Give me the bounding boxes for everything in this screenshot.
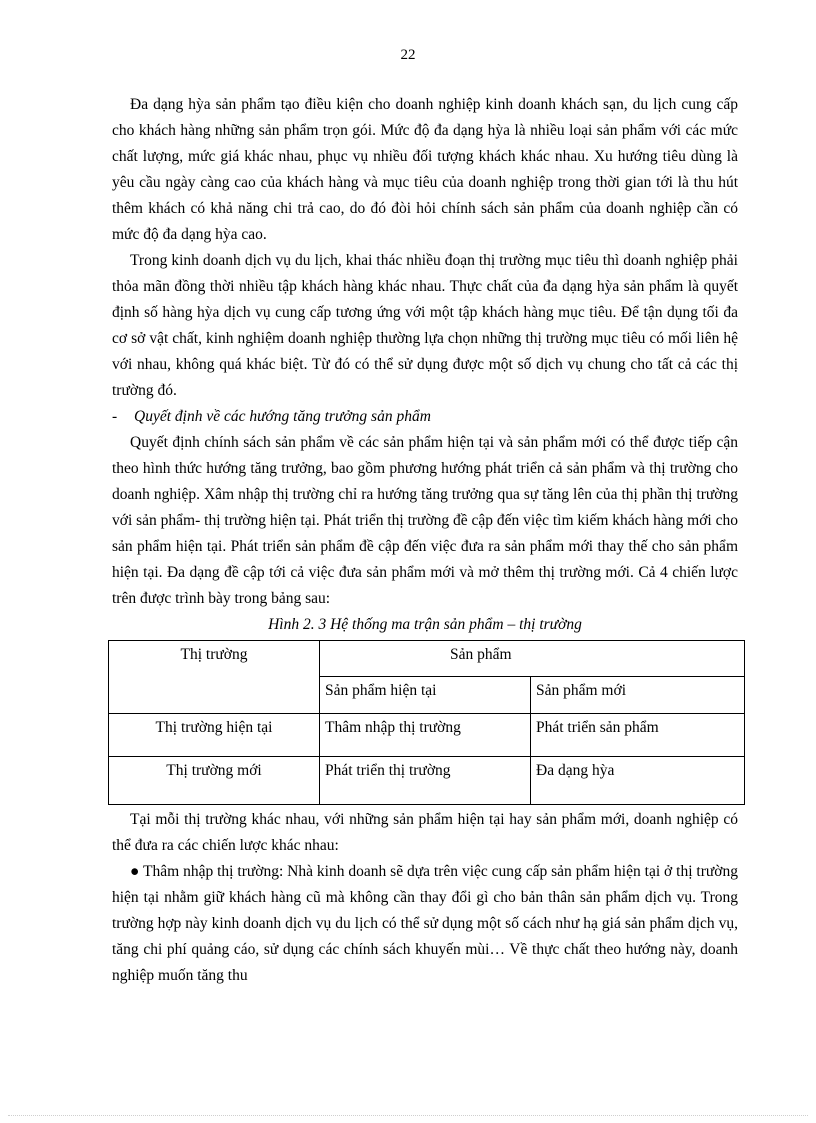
page-bottom-rule (8, 1115, 808, 1116)
figure-caption: Hình 2. 3 Hệ thống ma trận sản phẩm – thị trường (268, 616, 582, 633)
current-product-header: Sản phẩm hiện tại (320, 677, 531, 714)
paragraph-market-segments: Trong kinh doanh dịch vụ du lịch, khai thác nhiều đoạn thị trường mục tiêu thì doanh nghiệp phải thỏa mãn đồng thời nhiều tập khách hàng khác nhau. Thực chất của đa dạng hỳa sản phẩm là quyết định số hàng hỳa dịch vụ cung cấp tương ứng với một tập khách hàng mục tiêu. Để tận dụng tối đa cơ sở vật chất, kinh nghiệm doanh nghiệp thường lựa chọn những thị trường mục tiêu có mối liên hệ với nhau, không quá khác biệt. Từ đó có thể sử dụng được một số dịch vụ chung cho tất cả các thị trường đó. (112, 252, 738, 399)
bullet-market-penetration: ● Thâm nhập thị trường: Nhà kinh doanh sẽ dựa trên việc cung cấp sản phẩm hiện tại ở thị trường hiện tại nhằm giữ khách hàng cũ mà không cần thay đổi gì cho bản thân sản phẩm dịch vụ. Trong trường hợp này kinh doanh dịch vụ du lịch có thể sử dụng một số cách như hạ giá sản phẩm dịch vụ, tăng chi phí quảng cáo, sử dụng các chính sách khuyến mùi… Về thực chất theo hướng này, doanh nghiệp muốn tăng thu (112, 863, 738, 984)
row-new-market: Thị trường mới (109, 757, 320, 805)
product-header-cell: Sản phẩm (320, 641, 745, 677)
cell-diversification: Đa dạng hỳa (531, 757, 745, 805)
heading-text: Quyết định về các hướng tăng trưởng sản phẩm (134, 408, 431, 425)
row-current-market: Thị trường hiện tại (109, 714, 320, 757)
paragraph-growth-directions: Quyết định chính sách sản phẩm về các sản phẩm hiện tại và sản phẩm mới có thể được tiếp cận theo hình thức hướng tăng trưởng, bao gồm phương hướng phát triển cả sản phẩm và thị trường cho doanh nghiệp. Xâm nhập thị trường chỉ ra hướng tăng trưởng qua sự tăng lên của thị phần thị trường với sản phẩm- thị trường hiện tại. Phát triển thị trường đề cập đến việc tìm kiếm khách hàng mới cho sản phẩm hiện tại. Phát triển sản phẩm đề cập đến việc đưa ra sản phẩm mới thay thế cho sản phẩm hiện tại. Đa dạng đề cập tới cả việc đưa sản phẩm mới và mở thêm thị trường mới. Cả 4 chiến lược trên được trình bày trong bảng sau: (112, 434, 738, 607)
heading-dash: - (112, 408, 118, 425)
cell-penetration: Thâm nhập thị trường (320, 714, 531, 757)
product-market-matrix (108, 640, 745, 805)
section-heading (112, 404, 738, 430)
market-header-cell: Thị trường (109, 641, 320, 714)
new-product-header: Sản phẩm mới (531, 677, 745, 714)
paragraph-strategies-intro: Tại mỗi thị trường khác nhau, với những sản phẩm hiện tại hay sản phẩm mới, doanh nghiệp có thể đưa ra các chiến lược khác nhau: (112, 811, 738, 854)
document-body (112, 92, 738, 989)
cell-product-development: Phát triển sản phẩm (531, 714, 745, 757)
page-number: 22 (400, 47, 416, 63)
paragraph-diversification: Đa dạng hỳa sản phẩm tạo điều kiện cho doanh nghiệp kinh doanh khách sạn, du lịch cung cấp cho khách hàng những sản phẩm trọn gói. Mức độ đa dạng hỳa là nhiều loại sản phẩm với các mức chất lượng, mức giá khác nhau, phục vụ nhiều đối tượng khách khác nhau. Xu hướng tiêu dùng là yêu cầu ngày càng cao của khách hàng và mục tiêu của doanh nghiệp trong thời gian tới là thu hút thêm khách có khả năng chi trả cao, do đó đòi hỏi chính sách sản phẩm của doanh nghiệp cần có mức độ đa dạng hỳa cao. (112, 96, 738, 243)
cell-market-development: Phát triển thị trường (320, 757, 531, 805)
